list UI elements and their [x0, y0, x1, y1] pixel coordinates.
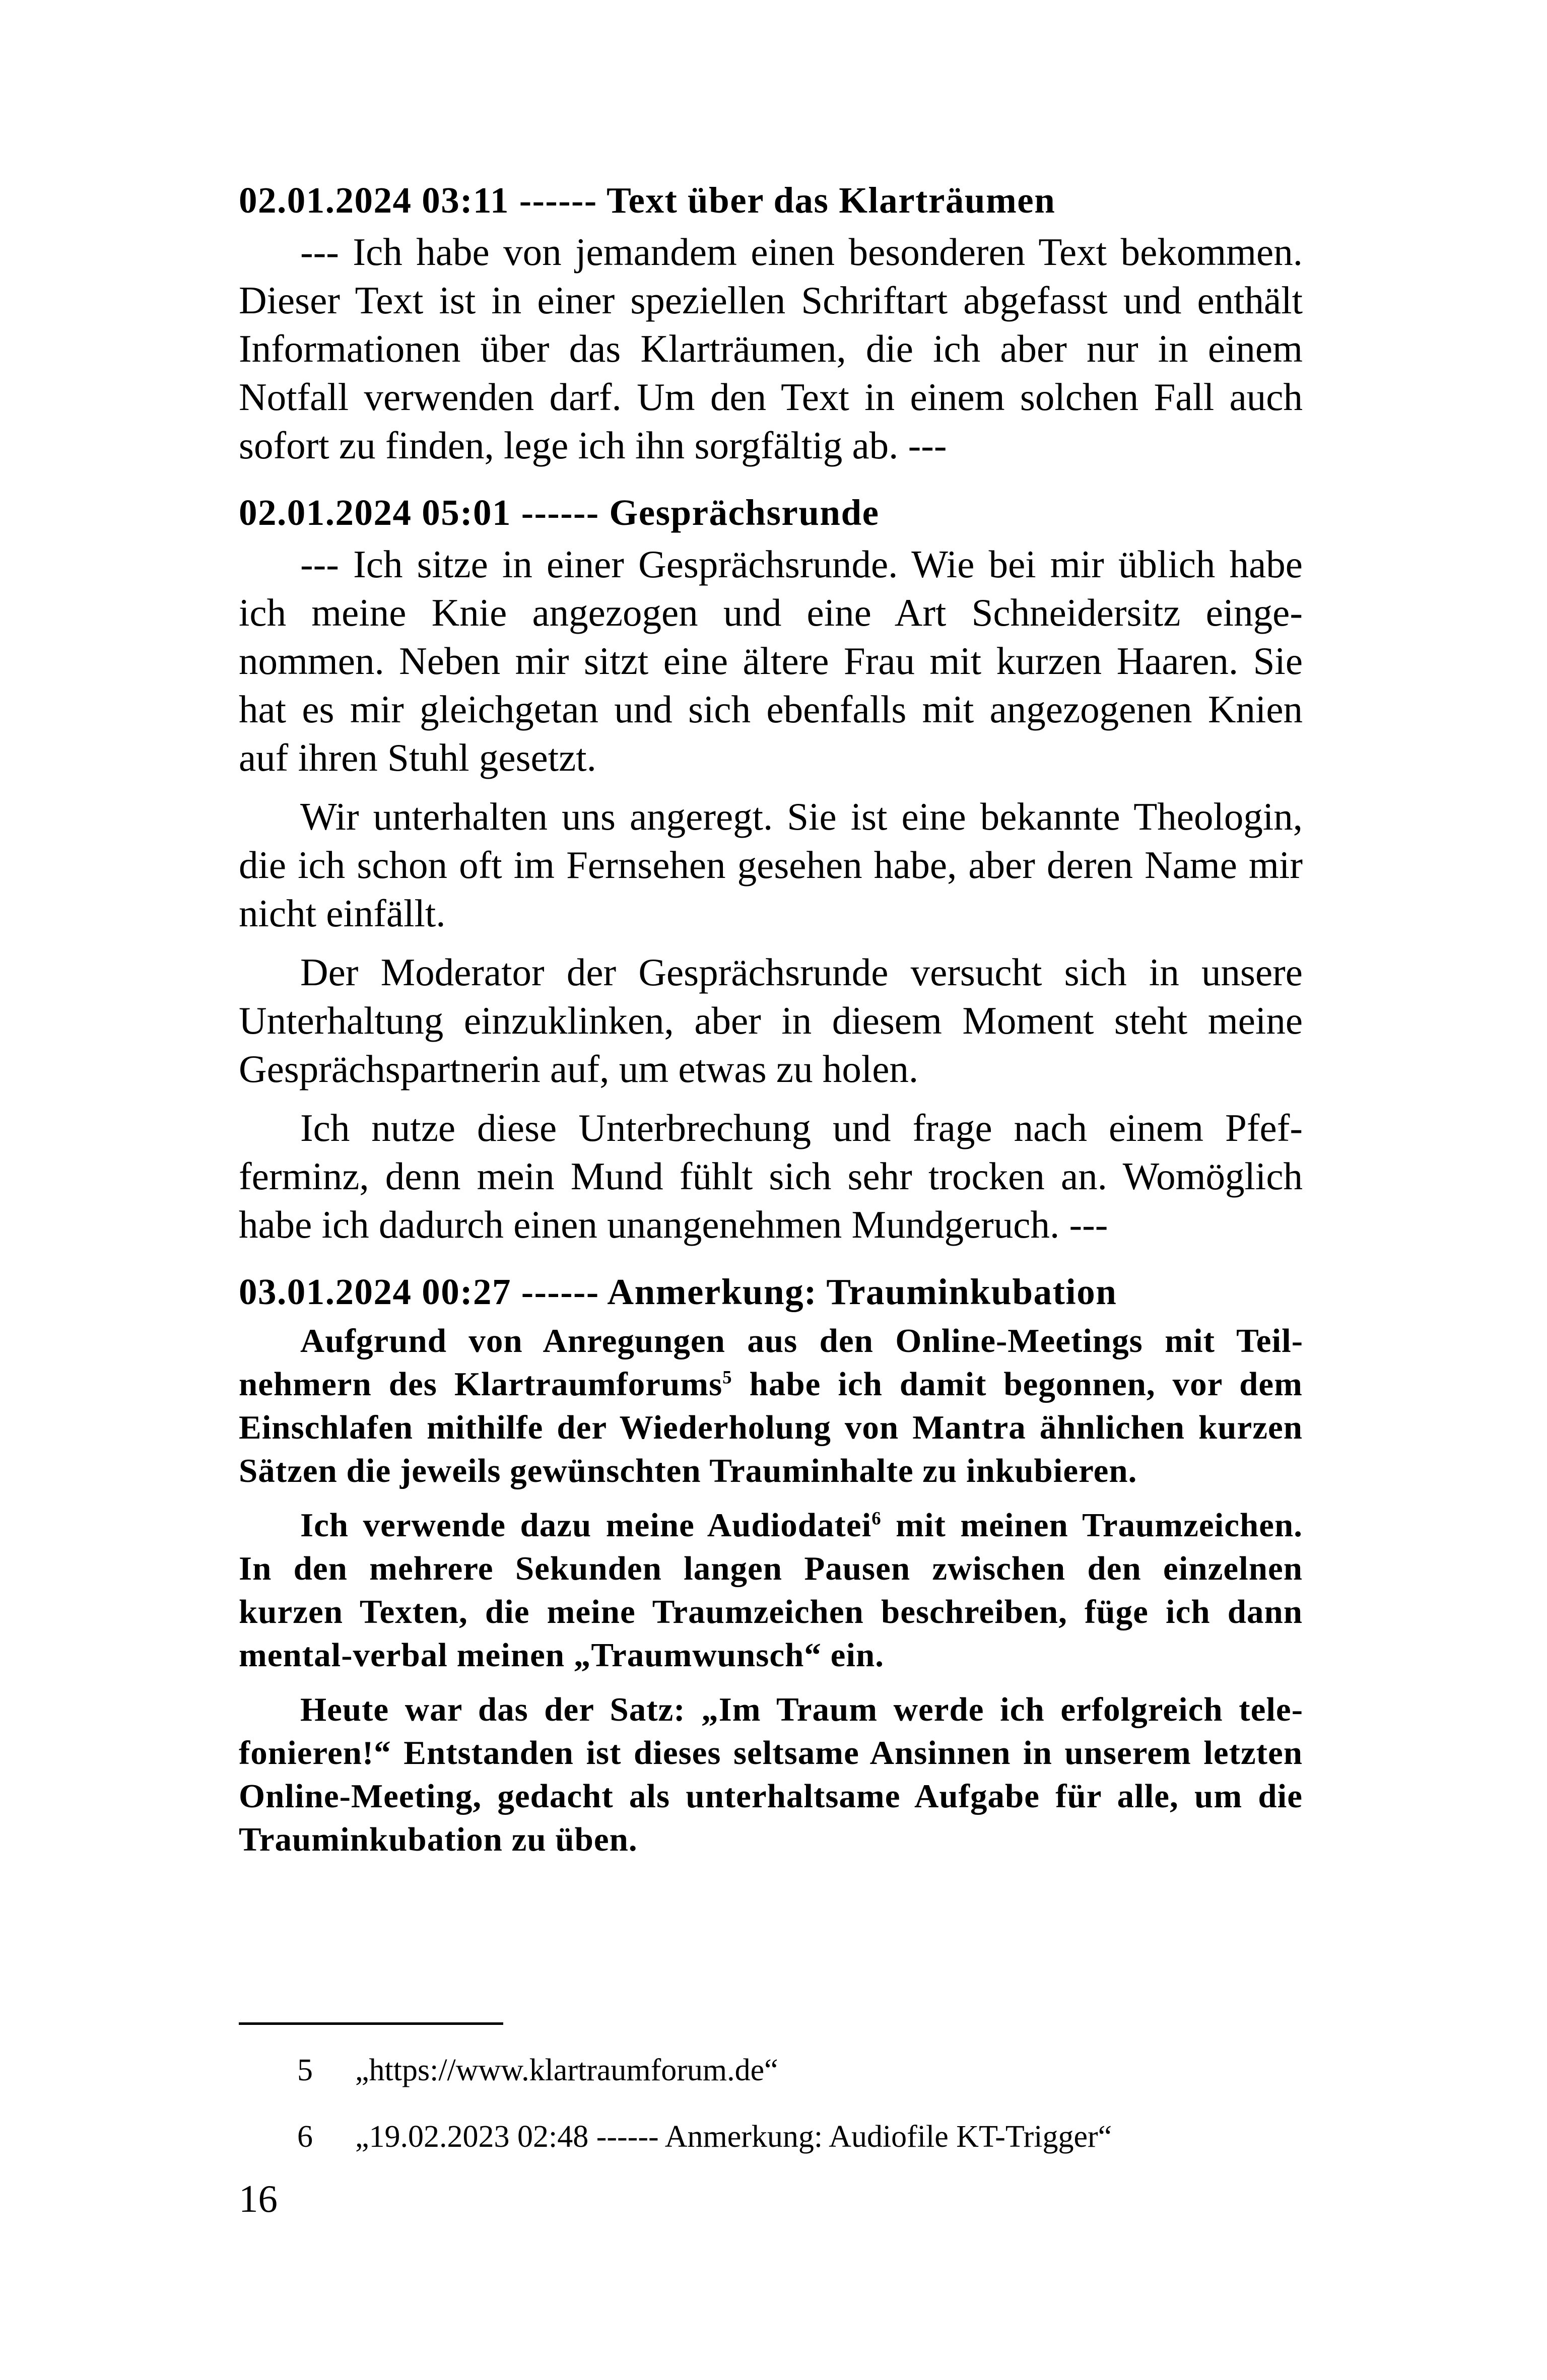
note-paragraph	[239, 1688, 1303, 1861]
footnote-reference[interactable]: 5	[722, 1367, 732, 1388]
entry-heading: 03.01.2024 00:27 ------ Anmerkung: Trauminkubation	[239, 1271, 1117, 1312]
footnote-number: 5	[297, 2053, 313, 2087]
entry-paragraph: Ich nutze diese Unterbrechung und frage nach einem Pfefferminz, denn mein Mund fühlt sich sehr trocken an. Womöglich habe ich dadurch einen unangenehmen Mundgeruch. ---	[239, 1106, 1303, 1246]
note-text: habe ich damit begonnen, vor dem Einschlafen mithilfe der Wiederholung von Mantra ähnlichen kurzen Sätzen die jeweils gewünschten Trauminhalte zu inkubieren.	[239, 1366, 1303, 1489]
note-text: Heute war das der Satz: „Im Traum werde ich erfolgreich telefonieren!“ Entstanden ist dieses seltsame Ansinnen in unserem letzten Online-Meeting, gedacht als unterhaltsame Aufgabe für alle, um die Trauminkubation zu üben.	[239, 1691, 1303, 1858]
diary-entry	[239, 489, 1303, 1249]
note-paragraph	[239, 1319, 1303, 1492]
note-paragraph	[239, 1504, 1303, 1677]
note-text: Ich verwende dazu meine Audiodatei	[300, 1507, 872, 1544]
entry-paragraph: Der Moderator der Gesprächsrunde versucht sich in unsere Unterhaltung einzuklinken, aber in diesem Moment steht meine Gesprächspartnerin auf, um etwas zu holen.	[239, 950, 1303, 1091]
entry-heading: 02.01.2024 03:11 ------ Text über das Klarträumen	[239, 180, 1056, 221]
note-text: mit meinen Traumzeichen. In den mehrere Sekunden langen Pausen zwischen den einzelnen kurzen Texten, die meine Traumzeichen beschreiben, füge ich dann mental-verbal meinen „Traumwunsch“ ein.	[239, 1507, 1303, 1674]
page-number: 16	[239, 2177, 278, 2220]
footnote-number: 6	[297, 2120, 313, 2154]
footnotes	[297, 2048, 1305, 2181]
footnote-reference[interactable]: 6	[871, 1508, 882, 1529]
page-body	[239, 176, 1303, 1880]
entry-paragraph: --- Ich habe von jemandem einen besonderen Text bekommen. Dieser Text ist in einer speziellen Schriftart abgefasst und enthält Informationen über das Klarträumen, die ich aber nur in einem Notfall verwenden darf. Um den Text in einem solchen Fall auch sofort zu finden, lege ich ihn sorgfältig ab. ---	[239, 230, 1303, 467]
entry-paragraph: Wir unterhalten uns angeregt. Sie ist eine bekannte Theologin, die ich schon oft im Fernsehen gesehen habe, aber deren Name mir nicht einfällt.	[239, 795, 1303, 935]
footnote	[297, 2114, 1305, 2159]
entry-paragraph: --- Ich sitze in einer Gesprächsrunde. Wie bei mir üblich habe ich meine Knie angezogen und eine Art Schneidersitz eingenommen. Neben mir sitzt eine ältere Frau mit kurzen Haaren. Sie hat es mir gleichgetan und sich ebenfalls mit angezogenen Knien auf ihren Stuhl gesetzt.	[239, 542, 1303, 779]
footnote-divider	[239, 2022, 503, 2025]
entry-heading: 02.01.2024 05:01 ------ Gesprächsrunde	[239, 492, 880, 533]
note-entry	[239, 1268, 1303, 1861]
note-text: Aufgrund von Anregungen aus den Online-Meetings mit Teilnehmern des Klartraumforums	[239, 1322, 1303, 1403]
footnote-text: „https://www.klartraumforum.de“	[355, 2053, 778, 2087]
footnote	[297, 2048, 1305, 2093]
diary-entry	[239, 176, 1303, 469]
footnote-text: „19.02.2023 02:48 ------ Anmerkung: Audiofile KT-Trigger“	[355, 2120, 1112, 2154]
